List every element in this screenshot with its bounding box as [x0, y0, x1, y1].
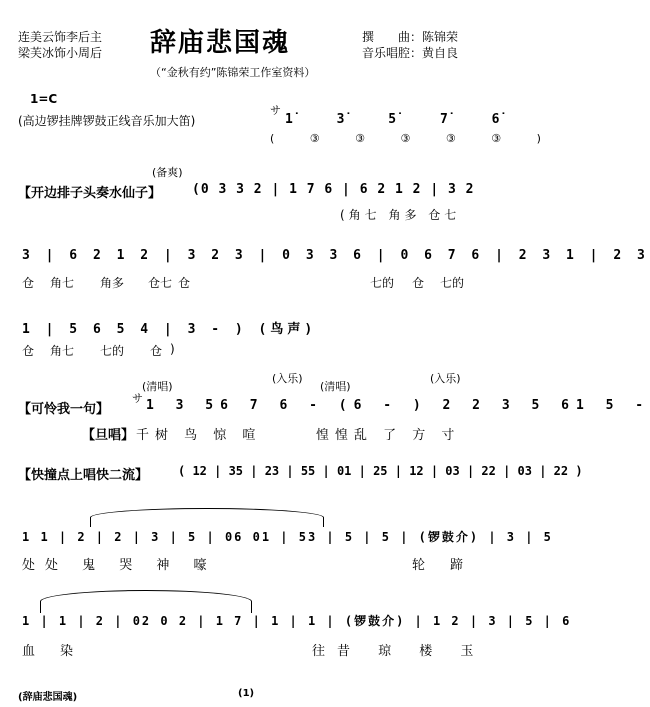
section8-notes: 1 | 1 | 2 | 02 0 2 | 1 7 | 1 | 1 | (锣鼓介) | 1 2 | 3 | 5 | 6 [22, 614, 572, 628]
section8-lyrics-a: 血 染 [22, 644, 80, 659]
section3-lyric-3: 角多 [100, 276, 125, 290]
section7-lyrics-a: 处处 鬼 哭 神 嚎 [22, 558, 217, 573]
section3-lyric-1: 仓 [22, 276, 35, 290]
section5-singer-label: 【旦唱】 [82, 428, 135, 443]
cast-line-1: 连美云饰李后主 [18, 30, 103, 44]
section5-tempo-mark: サ [132, 392, 143, 405]
section4-notes: 1 | 5 6 5 4 | 3 - ) (鸟声) [22, 322, 317, 337]
section7-notes: 1 1 | 2 | 2 | 3 | 5 | 06 01 | 53 | 5 | 5 | (锣鼓介) | 3 | 5 [22, 530, 553, 544]
section3-lyric-8: 七的 [440, 276, 465, 290]
section2-label: 【开边排子头奏水仙子】 [18, 186, 162, 201]
section5-lyrics-2: 惶惶乱 了 方 寸 [316, 428, 461, 443]
credit-arranger: 音乐唱腔：黄自良 [362, 46, 459, 60]
section8-lyrics-b: 往昔 琼 楼 玉 [312, 644, 486, 659]
footer-title: (辞庙悲国魂) [18, 692, 78, 703]
section1-tempo-mark: サ [270, 104, 281, 117]
section1-sub: ( ③ ③ ③ ③ ③ ) [270, 132, 557, 145]
section3-lyric-2: 角七 [50, 276, 75, 290]
section1-label: (高边锣挂牌锣鼓正线音乐加大笛) [18, 114, 196, 128]
section6-label: 【快撞点上唱快二流】 [18, 468, 149, 483]
section3-lyric-4: 仓七 [148, 276, 173, 290]
credit-composer: 撰 曲：陈锦荣 [362, 30, 459, 44]
section3-lyric-6: 七的 [370, 276, 395, 290]
page-number: (1) [238, 688, 255, 699]
section6-notes: ( 12 | 35 | 23 | 55 | 01 | 25 | 12 | 03 | 22 | 03 | 22 ) [178, 464, 583, 478]
section4-lyric-2: 角七 [50, 344, 75, 358]
section5-lyrics: 千树 鸟 惊 喧 [136, 428, 262, 443]
section5-notes: 1 3 56 7 6 - (6 - ) 2 2 3 5 61 5 - [146, 398, 650, 413]
section5-mark-4: (入乐) [430, 372, 461, 385]
section3-notes: 3 | 6 2 1 2 | 3 2 3 | 0 3 3 6 | 0 6 7 6 | 2 3 1 | 2 3 [22, 248, 649, 263]
section1-notes: 1̇ 3̇ 5̇ 7̇ 6̇ [285, 112, 518, 127]
section7-slur [90, 508, 324, 527]
cast-line-2: 梁芙冰饰小周后 [18, 46, 103, 60]
section5-mark-3: (清唱) [320, 380, 351, 393]
subtitle: （“金秋有约”陈锦荣工作室资料） [150, 66, 316, 79]
section7-lyrics-b: 轮 蹄 [412, 558, 470, 573]
section4-lyric-5: ) [170, 342, 175, 356]
section4-lyric-4: 仓 [150, 344, 163, 358]
section2-mark: (备爽) [152, 166, 183, 179]
section5-label: 【可怜我一句】 [18, 402, 110, 417]
section5-mark-1: (清唱) [142, 380, 173, 393]
section8-slur [40, 590, 252, 613]
key-signature: 1=C [30, 92, 58, 106]
section2-lyrics: (角七 角多 仓七 [340, 208, 461, 222]
section4-lyric-3: 七的 [100, 344, 125, 358]
section4-lyric-1: 仓 [22, 344, 35, 358]
section2-notes: (0 3 3 2 | 1 7 6 | 6 2 1 2 | 3 2 [192, 182, 475, 197]
section5-mark-2: (入乐) [272, 372, 303, 385]
page-title: 辞庙悲国魂 [150, 28, 291, 58]
section3-lyric-7: 仓 [412, 276, 425, 290]
section3-lyric-5: 仓 [178, 276, 191, 290]
